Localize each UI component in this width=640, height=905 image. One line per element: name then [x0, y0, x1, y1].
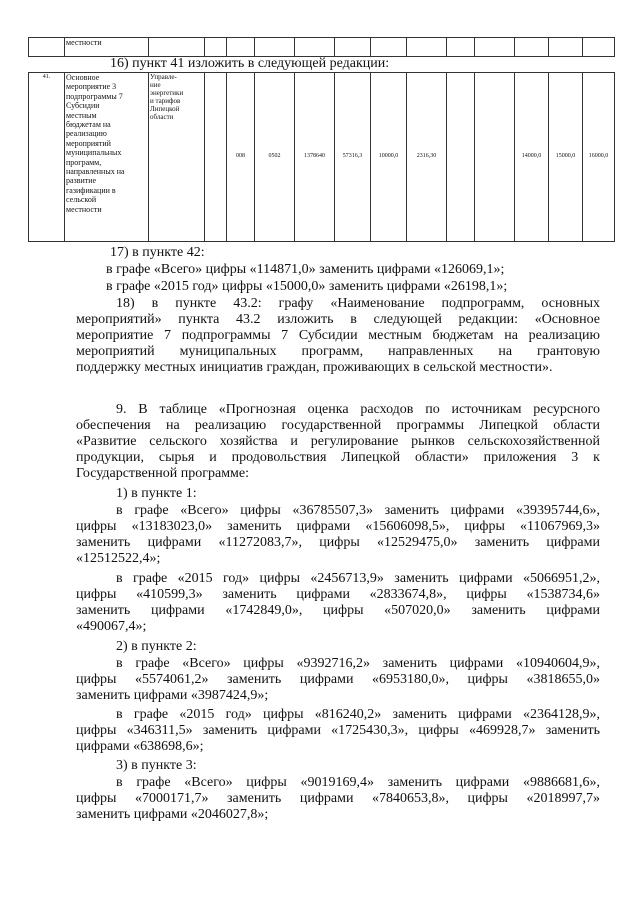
table-row-41: [28, 72, 615, 242]
item-9-paragraph: 9. В таблице «Прогнозная оценка расходов по источникам ресурсного обеспечения на реализацию государственной программы Липецкой области «Развитие сельского хозяйства и регулирование рынков сельскохозяйственной продукции, сырья и продовольствия Липецкой области» приложения 3 к Государственной программе:: [76, 402, 600, 481]
value-cell: 10000,0: [371, 73, 407, 242]
value-cell: 15000,0: [549, 73, 583, 242]
value-cell: [475, 73, 515, 242]
row-executor: Управле- ние энергетики и тарифов Липецкой области: [149, 73, 205, 242]
value-cell: 57316,3: [335, 73, 371, 242]
value-cell: 16000,0: [583, 73, 615, 242]
item-2-paragraph-b: в графе «2015 год» цифры «816240,2» заменить цифрами «2364128,9», цифры «346311,5» заменить цифрами «1725430,3», цифры «469928,7» заменить цифрами «638698,6»;: [76, 707, 600, 754]
table-cell: местности: [65, 38, 149, 57]
row-name: Основное мероприятие 3 подпрограммы 7 Субсидии местным бюджетам на реализацию мероприятий муниципальных программ, направленных на развитие газификации в сельской местности: [65, 73, 149, 242]
item-17-line-a: в графе «Всего» цифры «114871,0» заменить цифрами «126069,1»;: [106, 262, 505, 277]
value-cell: 2316,30: [407, 73, 447, 242]
table-row: [29, 73, 615, 242]
item-3-paragraph-a: в графе «Всего» цифры «9019169,4» заменить цифрами «9886681,6», цифры «7000171,7» заменить цифрами «7840653,8», цифры «2018997,7» заменить цифрами «2046027,8»;: [76, 775, 600, 822]
value-cell: 008: [227, 73, 255, 242]
item-2: 2) в пункте 2:: [116, 639, 197, 654]
value-cell: [447, 73, 475, 242]
item-3: 3) в пункте 3:: [116, 758, 197, 773]
table-continuation-row: [28, 37, 615, 57]
value-cell: 0502: [255, 73, 295, 242]
value-cell: 14000,0: [515, 73, 549, 242]
value-cell: 1378640: [295, 73, 335, 242]
item-18-paragraph: 18) в пункте 43.2: графу «Наименование подпрограмм, основных мероприятий» пункта 43.2 изложить в следующей редакции: «Основное мероприятие 7 подпрограммы 7 Субсидии местным бюджетам на реализацию мероприятий муниципальных программ, направленных на грантовую поддержку местных инициатив граждан, проживающих в сельской местности».: [76, 296, 600, 375]
item-17-line-b: в графе «2015 год» цифры «15000,0» заменить цифрами «26198,1»;: [106, 279, 508, 294]
row-number: 41.: [29, 73, 65, 242]
item-1-paragraph-a: в графе «Всего» цифры «36785507,3» заменить цифрами «39395744,6», цифры «13183023,0» заменить цифрами «15606098,5», цифры «11067969,3» заменить цифрами «11272083,7», цифры «12529475,0» заменить цифрами «12512522,4»;: [76, 503, 600, 566]
table-row: [29, 38, 615, 57]
heading-item-16: 16) пункт 41 изложить в следующей редакции:: [110, 56, 390, 71]
item-1: 1) в пункте 1:: [116, 486, 197, 501]
item-2-paragraph-a: в графе «Всего» цифры «9392716,2» заменить цифрами «10940604,9», цифры «5574061,2» заменить цифрами «6953180,0», цифры «3818655,0» заменить цифрами «3987424,9»;: [76, 656, 600, 703]
item-17: 17) в пункте 42:: [110, 245, 205, 260]
item-1-paragraph-b: в графе «2015 год» цифры «2456713,9» заменить цифрами «5066951,2», цифры «410599,3» заменить цифрами «2833674,8», цифры «1538734,6» заменить цифрами «1742849,0», цифры «507020,0» заменить цифрами «490067,4»;: [76, 571, 600, 634]
